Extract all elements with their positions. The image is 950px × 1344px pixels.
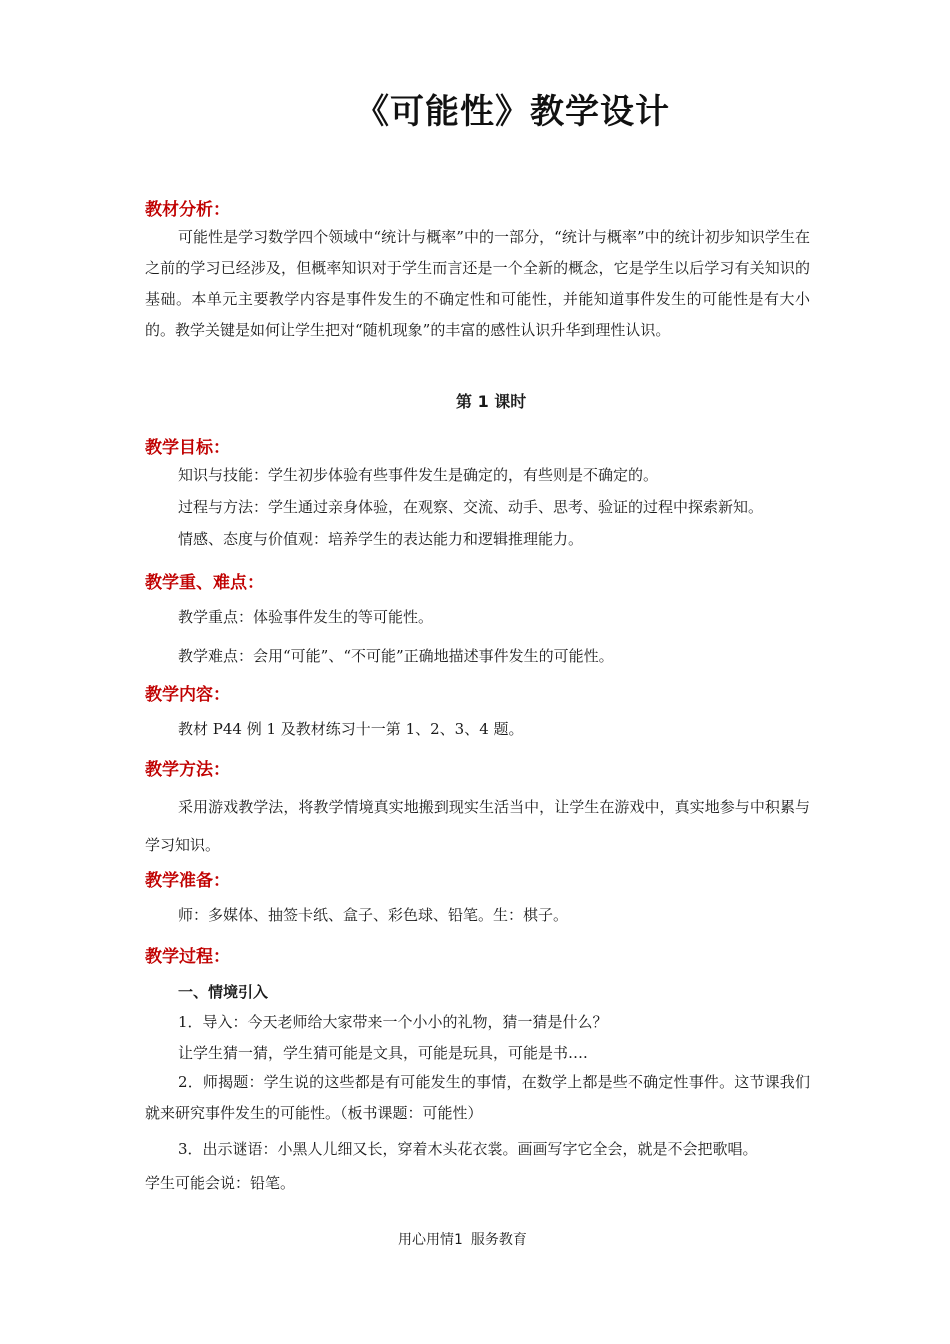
key-point: 教学重点：体验事件发生的等可能性。 — [178, 608, 434, 626]
content-heading: 教学内容： — [145, 685, 230, 705]
method-text: 采用游戏教学法，将教学情境真实地搬到现实生活当中，让学生在游戏中，真实地参与中积累与学习知识。 — [145, 798, 810, 854]
page-footer: 用心用情1 服务教育 — [398, 1232, 527, 1248]
key-points-heading: 教学重、难点： — [145, 573, 264, 593]
goal-attitude: 情感、态度与价值观：培养学生的表达能力和逻辑推理能力。 — [178, 530, 584, 548]
method-heading: 教学方法： — [145, 760, 230, 780]
process-step-1: 1．导入：今天老师给大家带来一个小小的礼物，猜一猜是什么？ — [178, 1013, 608, 1031]
difficulty-point: 教学难点：会用“可能”、“不可能”正确地描述事件发生的可能性。 — [178, 647, 614, 665]
analysis-heading: 教材分析： — [145, 200, 230, 220]
analysis-text: 可能性是学习数学四个领域中“统计与概率”中的一部分，“统计与概率”中的统计初步知识学生在之前的学习已经涉及，但概率知识对于学生而言还是一个全新的概念，它是学生以后学习有关知识的基础。本单元主要教学内容是事件发生的不确定性和可能性，并能知道事件发生的可能性是有大小的。教学关键是如何让学生把对“随机现象”的丰富的感性认识升华到理性认识。 — [145, 228, 810, 339]
process-step-3b: 学生可能会说：铅笔。 — [145, 1174, 296, 1192]
content-text: 教材 P44 例 1 及教材练习十一第 1、2、3、4 题。 — [178, 720, 524, 738]
goal-knowledge: 知识与技能：学生初步体验有些事件发生是确定的，有些则是不确定的。 — [178, 466, 659, 484]
prep-text: 师：多媒体、抽签卡纸、盒子、彩色球、铅笔。生：棋子。 — [178, 906, 569, 924]
process-step-1b: 让学生猜一猜，学生猜可能是文具，可能是玩具，可能是书…. — [178, 1044, 588, 1062]
process-heading: 教学过程： — [145, 947, 230, 967]
lesson-title: 第 1 课时 — [456, 392, 527, 411]
prep-heading: 教学准备： — [145, 871, 230, 891]
process-step-2: 2．师揭题：学生说的这些都是有可能发生的事情，在数学上都是些不确定性事件。这节课我们就来研究事件发生的可能性。（板书课题：可能性） — [145, 1073, 810, 1122]
page-title: 《可能性》教学设计 — [355, 92, 670, 132]
goal-process: 过程与方法：学生通过亲身体验，在观察、交流、动手、思考、验证的过程中探索新知。 — [178, 498, 764, 516]
process-subheading: 一、情境引入 — [178, 983, 269, 1001]
process-step-3: 3．出示谜语：小黑人儿细又长，穿着木头花衣裳。画画写字它全会，就是不会把歌唱。 — [178, 1140, 758, 1158]
goals-heading: 教学目标： — [145, 438, 230, 458]
